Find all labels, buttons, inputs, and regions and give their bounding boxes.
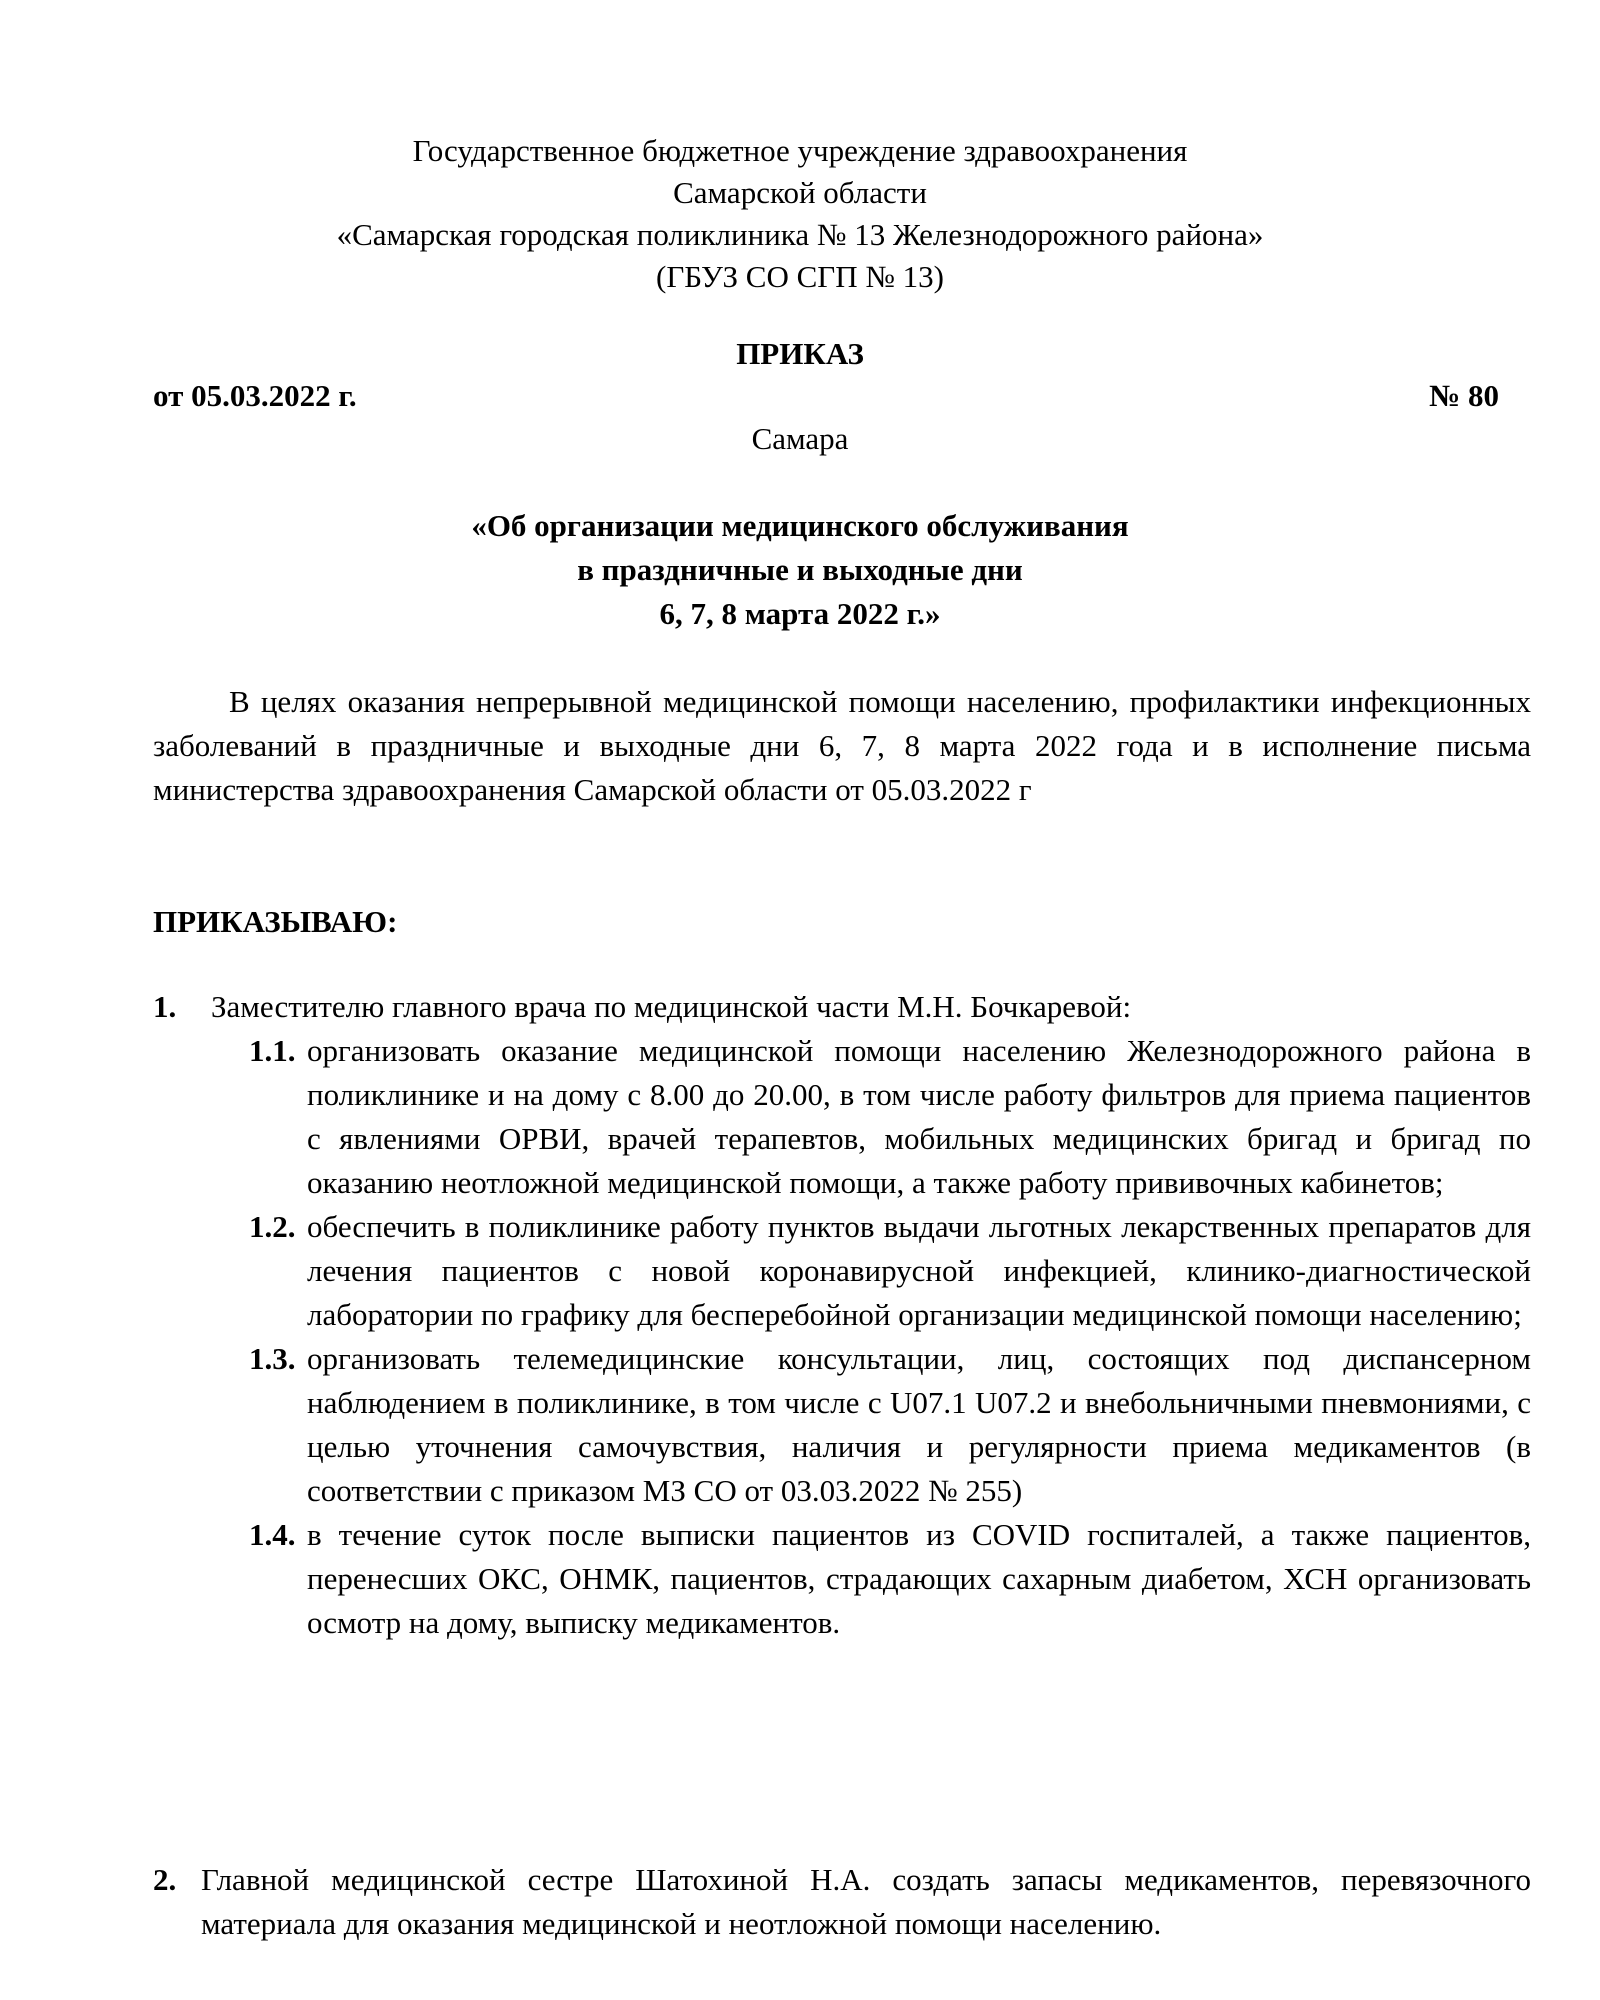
sub-item-1-4 <box>249 1513 1531 1645</box>
sub-item-number: 1.4. <box>249 1517 296 1552</box>
sub-item-text: в течение суток после выписки пациентов из COVID госпиталей, а также пациентов, перенесших ОКС, ОНМК, пациентов, страдающих сахарным диабетом, ХСН организовать осмотр на дому, выписку медикаментов. <box>307 1517 1531 1640</box>
order-subject <box>0 504 1600 636</box>
sub-item-number: 1.3. <box>249 1341 296 1376</box>
order-item-2 <box>153 1858 1531 1946</box>
order-city: Самара <box>751 421 849 456</box>
header-line-1: Государственное бюджетное учреждение здравоохранения <box>412 133 1188 168</box>
sub-item-number: 1.1. <box>249 1033 296 1068</box>
sub-item-text: организовать телемедицинские консультации, лиц, состоящих под диспансерном наблюдением в поликлинике, в том числе с U07.1 U07.2 и внебольничными пневмониями, с целью уточнения самочувствия, наличия и регулярности приема медикаментов (в соответствии с приказом МЗ СО от 03.03.2022 № 255) <box>307 1341 1531 1508</box>
order-date: от 05.03.2022 г. <box>153 378 357 413</box>
decree-heading: ПРИКАЗЫВАЮ: <box>153 904 398 939</box>
preamble-paragraph: В целях оказания непрерывной медицинской помощи населению, профилактики инфекционных заболеваний в праздничные и выходные дни 6, 7, 8 марта 2022 года и в исполнение письма министерства здравоохранения Самарской области от 05.03.2022 г <box>153 684 1531 807</box>
header-line-2: Самарской области <box>673 175 927 210</box>
order-title: ПРИКАЗ <box>736 336 864 371</box>
sub-item-text: обеспечить в поликлинике работу пунктов выдачи льготных лекарственных препаратов для лечения пациентов с новой коронавирусной инфекцией, клинико-диагностической лаборатории по графику для бесперебойной организации медицинской помощи населению; <box>307 1209 1531 1332</box>
item-text: Заместителю главного врача по медицинской части М.Н. Бочкаревой: <box>211 989 1132 1024</box>
subject-line-3: 6, 7, 8 марта 2022 г.» <box>659 596 941 631</box>
item-number: 2. <box>153 1862 177 1897</box>
sub-item-1-1 <box>249 1029 1531 1205</box>
sub-item-1-3 <box>249 1337 1531 1513</box>
organization-header <box>0 130 1600 298</box>
header-line-4: (ГБУЗ СО СГП № 13) <box>656 259 944 294</box>
subject-line-2: в праздничные и выходные дни <box>577 552 1023 587</box>
sub-item-number: 1.2. <box>249 1209 296 1244</box>
header-line-3: «Самарская городская поликлиника № 13 Железнодорожного района» <box>336 217 1264 252</box>
item-text: Главной медицинской сестре Шатохиной Н.А. создать запасы медикаментов, перевязочного материала для оказания медицинской и неотложной помощи населению. <box>201 1862 1531 1941</box>
sub-item-text: организовать оказание медицинской помощи населению Железнодорожного района в поликлинике и на дому с 8.00 до 20.00, в том числе работу фильтров для приема пациентов с явлениями ОРВИ, врачей терапевтов, мобильных медицинских бригад и бригад по оказанию неотложной медицинской помощи, а также работу прививочных кабинетов; <box>307 1033 1531 1200</box>
subject-line-1: «Об организации медицинского обслуживания <box>471 508 1129 543</box>
sub-item-list <box>249 1029 1531 1645</box>
item-number: 1. <box>153 989 177 1024</box>
order-item-1 <box>153 985 1531 1029</box>
order-number: № 80 <box>1429 378 1499 413</box>
sub-item-1-2 <box>249 1205 1531 1337</box>
